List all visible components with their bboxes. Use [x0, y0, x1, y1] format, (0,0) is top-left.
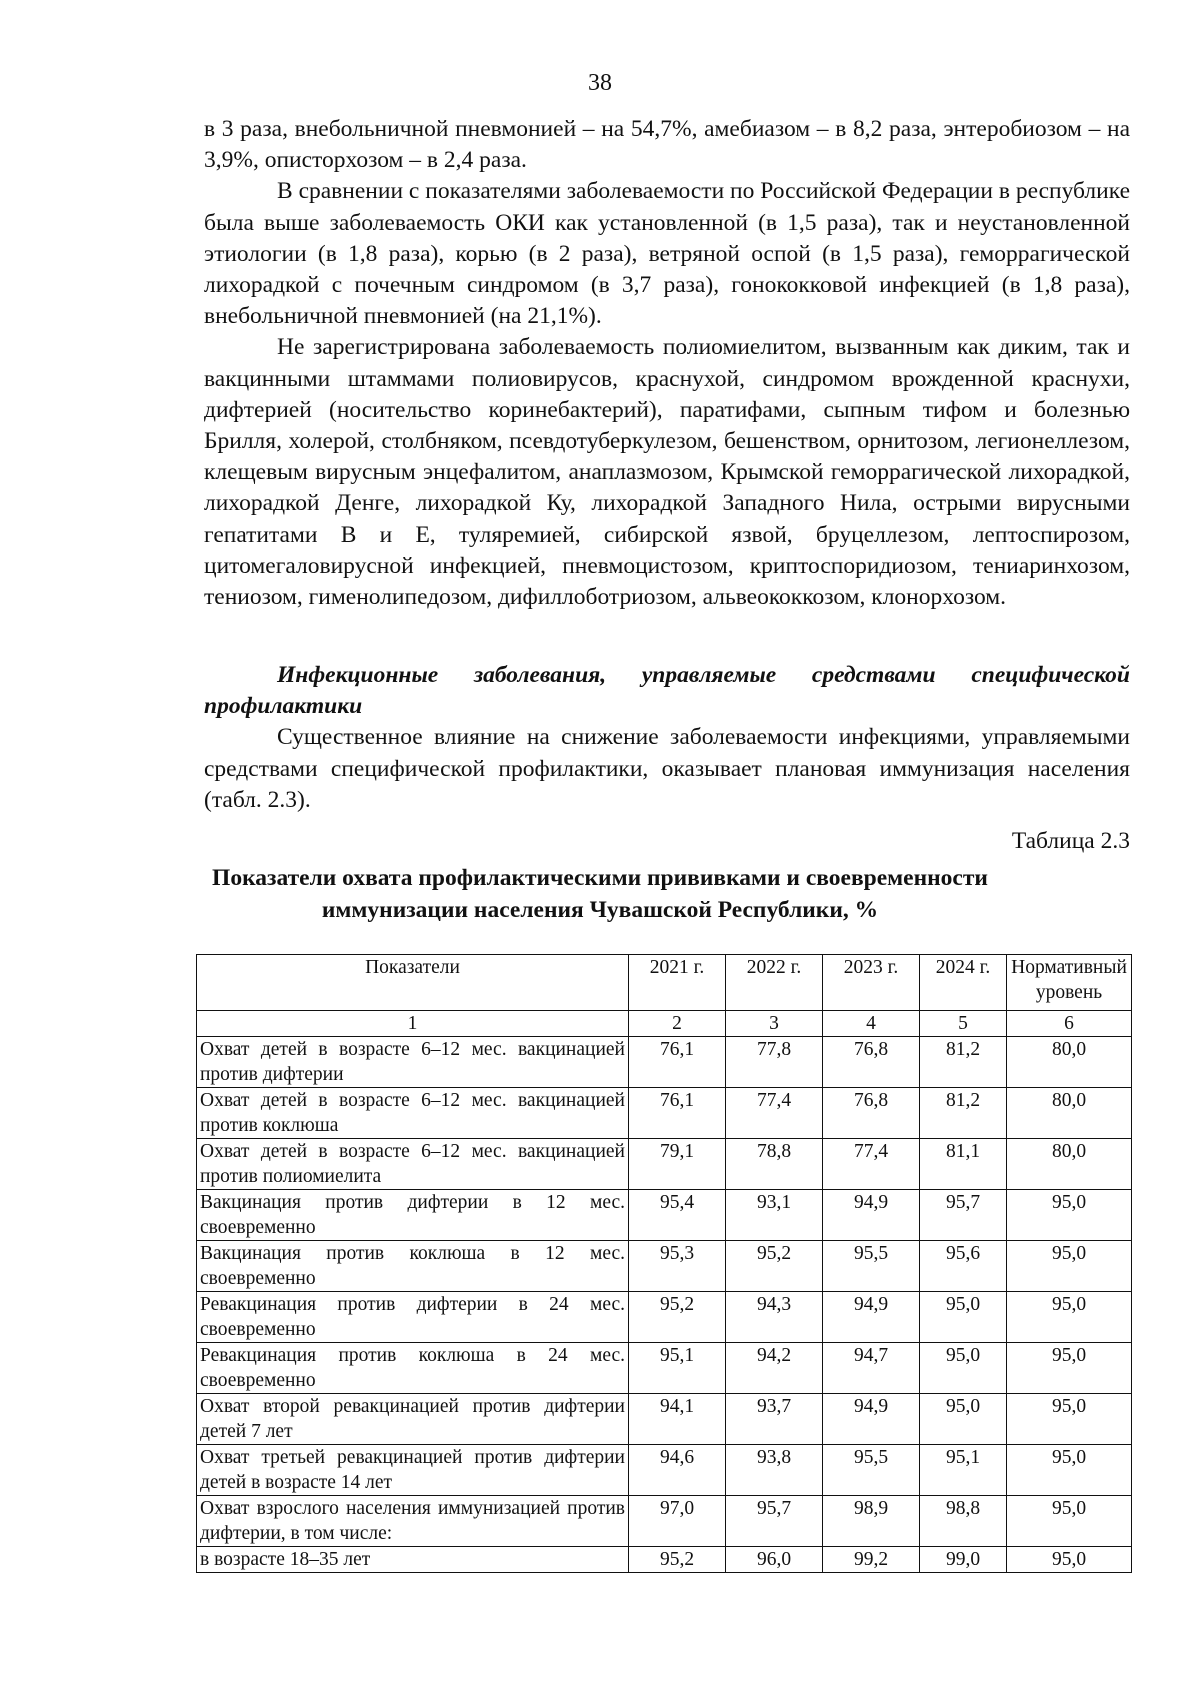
value-cell: 95,2 — [629, 1292, 726, 1343]
table-row — [197, 1394, 1132, 1445]
value-cell: 77,4 — [726, 1088, 823, 1139]
table-row — [197, 1139, 1132, 1190]
value-cell: 94,1 — [629, 1394, 726, 1445]
header-cell: 2023 г. — [823, 955, 920, 1011]
value-cell: 95,0 — [1007, 1292, 1132, 1343]
header-cell: 2022 г. — [726, 955, 823, 1011]
value-cell: 95,4 — [629, 1190, 726, 1241]
header-cell: 2024 г. — [920, 955, 1007, 1011]
table-title-line: Показатели охвата профилактическими прививками и своевременности — [212, 865, 988, 891]
value-cell: 95,0 — [920, 1394, 1007, 1445]
table-row — [197, 1088, 1132, 1139]
value-cell: 93,7 — [726, 1394, 823, 1445]
value-cell: 95,0 — [920, 1343, 1007, 1394]
row-label: Вакцинация против коклюша в 12 мес. своевременно — [197, 1241, 629, 1292]
paragraph: Не зарегистрирована заболеваемость полиомиелитом, вызванным как диким, так и вакцинными штаммами полиовирусов, краснухой, синдромом врожденной краснухи, дифтерией (носительство коринебактерий), паратифами, сыпным тифом и болезнью Брилля, холерой, столбняком, псевдотуберкулезом, бешенством, орнитозом, легионеллезом, клещевым вирусным энцефалитом, анаплазмозом, Крымской геморрагической лихорадкой, лихорадкой Денге, лихорадкой Ку, лихорадкой Западного Нила, острыми вирусными гепатитами В и Е, туляремией, сибирской язвой, бруцеллезом, лептоспирозом, цитомегаловирусной инфекцией, пневмоцистозом, криптоспоридиозом, тениаринхозом, тениозом, гименолипедозом, дифиллоботриозом, альвеококкозом, клонорхозом. — [204, 334, 1130, 611]
table-row — [197, 1343, 1132, 1394]
value-cell: 98,8 — [920, 1496, 1007, 1547]
value-cell: 97,0 — [629, 1496, 726, 1547]
value-cell: 95,5 — [823, 1241, 920, 1292]
value-cell: 77,4 — [823, 1139, 920, 1190]
value-cell: 95,1 — [920, 1445, 1007, 1496]
table-title-line: иммунизации населения Чувашской Республики, % — [321, 897, 879, 923]
column-number: 1 — [197, 1011, 629, 1037]
value-cell: 95,2 — [726, 1241, 823, 1292]
row-label: Охват второй ревакцинацией против дифтерии детей 7 лет — [197, 1394, 629, 1445]
table-row — [197, 1037, 1132, 1088]
value-cell: 95,6 — [920, 1241, 1007, 1292]
column-number: 5 — [920, 1011, 1007, 1037]
value-cell: 93,1 — [726, 1190, 823, 1241]
section — [204, 660, 1130, 816]
column-number-row — [197, 1011, 1132, 1037]
table-row — [197, 1547, 1132, 1573]
section-heading: Инфекционные заболевания, управляемые средствами специфической профилактики — [204, 662, 1130, 720]
value-cell: 95,2 — [629, 1547, 726, 1573]
value-cell: 94,9 — [823, 1292, 920, 1343]
value-cell: 95,0 — [1007, 1445, 1132, 1496]
value-cell: 95,0 — [1007, 1547, 1132, 1573]
header-cell: 2021 г. — [629, 955, 726, 1011]
value-cell: 95,1 — [629, 1343, 726, 1394]
table-caption: Таблица 2.3 — [1011, 828, 1130, 854]
value-cell: 93,8 — [726, 1445, 823, 1496]
value-cell: 96,0 — [726, 1547, 823, 1573]
immunization-table — [196, 954, 1132, 1573]
value-cell: 76,8 — [823, 1037, 920, 1088]
intro-text — [204, 114, 1130, 613]
table-row — [197, 1292, 1132, 1343]
value-cell: 95,0 — [920, 1292, 1007, 1343]
column-number: 2 — [629, 1011, 726, 1037]
value-cell: 98,9 — [823, 1496, 920, 1547]
table-title — [0, 862, 1200, 926]
column-number: 3 — [726, 1011, 823, 1037]
table-row — [197, 1241, 1132, 1292]
paragraph: В сравнении с показателями заболеваемости по Российской Федерации в республике была выше заболеваемость ОКИ как установленной (в 1,5 раза), так и неустановленной этиологии (в 1,8 раза), корью (в 2 раза), ветряной оспой (в 1,5 раза), геморрагической лихорадкой с почечным синдромом (в 3,7 раза), гонококковой инфекцией (в 1,8 раза), внебольничной пневмонией (на 21,1%). — [204, 178, 1130, 330]
value-cell: 95,5 — [823, 1445, 920, 1496]
value-cell: 95,3 — [629, 1241, 726, 1292]
table-row — [197, 1190, 1132, 1241]
row-label: в возрасте 18–35 лет — [197, 1547, 629, 1573]
row-label: Охват детей в возрасте 6–12 мес. вакцинацией против дифтерии — [197, 1037, 629, 1088]
section-paragraph: Существенное влияние на снижение заболеваемости инфекциями, управляемыми средствами специфической профилактики, оказывает плановая иммунизация населения (табл. 2.3). — [204, 724, 1130, 813]
value-cell: 94,7 — [823, 1343, 920, 1394]
column-number: 6 — [1007, 1011, 1132, 1037]
value-cell: 95,0 — [1007, 1343, 1132, 1394]
row-label: Ревакцинация против коклюша в 24 мес. своевременно — [197, 1343, 629, 1394]
header-cell: Показатели — [197, 955, 629, 1011]
row-label: Охват детей в возрасте 6–12 мес. вакцинацией против полиомиелита — [197, 1139, 629, 1190]
value-cell: 94,9 — [823, 1190, 920, 1241]
value-cell: 95,0 — [1007, 1496, 1132, 1547]
value-cell: 80,0 — [1007, 1037, 1132, 1088]
row-label: Охват взрослого населения иммунизацией против дифтерии, в том числе: — [197, 1496, 629, 1547]
header-cell: Нормативный уровень — [1007, 955, 1132, 1011]
row-label: Охват детей в возрасте 6–12 мес. вакцинацией против коклюша — [197, 1088, 629, 1139]
value-cell: 81,2 — [920, 1088, 1007, 1139]
value-cell: 99,2 — [823, 1547, 920, 1573]
value-cell: 81,2 — [920, 1037, 1007, 1088]
value-cell: 94,6 — [629, 1445, 726, 1496]
value-cell: 95,0 — [1007, 1394, 1132, 1445]
value-cell: 76,1 — [629, 1037, 726, 1088]
value-cell: 76,8 — [823, 1088, 920, 1139]
value-cell: 95,7 — [726, 1496, 823, 1547]
value-cell: 95,0 — [1007, 1190, 1132, 1241]
header-row — [197, 955, 1132, 1011]
table-row — [197, 1445, 1132, 1496]
row-label: Вакцинация против дифтерии в 12 мес. своевременно — [197, 1190, 629, 1241]
table-row — [197, 1496, 1132, 1547]
paragraph: в 3 раза, внебольничной пневмонией – на 54,7%, амебиазом – в 8,2 раза, энтеробиозом – на 3,9%, описторхозом – в 2,4 раза. — [204, 116, 1130, 174]
value-cell: 99,0 — [920, 1547, 1007, 1573]
value-cell: 80,0 — [1007, 1088, 1132, 1139]
value-cell: 95,0 — [1007, 1241, 1132, 1292]
row-label: Ревакцинация против дифтерии в 24 мес. своевременно — [197, 1292, 629, 1343]
value-cell: 94,3 — [726, 1292, 823, 1343]
value-cell: 95,7 — [920, 1190, 1007, 1241]
column-number: 4 — [823, 1011, 920, 1037]
value-cell: 76,1 — [629, 1088, 726, 1139]
value-cell: 80,0 — [1007, 1139, 1132, 1190]
row-label: Охват третьей ревакцинацией против дифтерии детей в возрасте 14 лет — [197, 1445, 629, 1496]
value-cell: 79,1 — [629, 1139, 726, 1190]
value-cell: 78,8 — [726, 1139, 823, 1190]
page-number: 38 — [588, 70, 612, 96]
value-cell: 81,1 — [920, 1139, 1007, 1190]
value-cell: 77,8 — [726, 1037, 823, 1088]
value-cell: 94,2 — [726, 1343, 823, 1394]
value-cell: 94,9 — [823, 1394, 920, 1445]
